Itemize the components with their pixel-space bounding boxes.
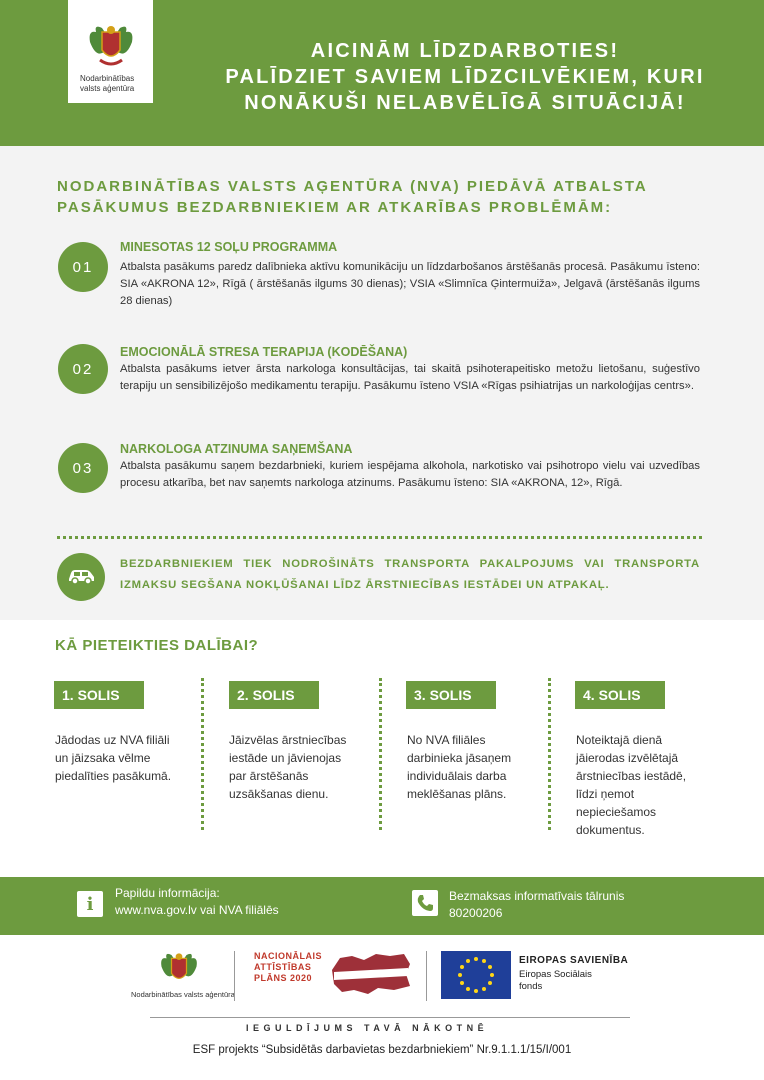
- step-text: Noteiktajā dienā jāierodas izvēlētajā ārstniecības iestādē, līdzi ņemot nepieciešamos dokumentus.: [576, 733, 687, 837]
- latvia-map-icon: [330, 950, 412, 998]
- info-link[interactable]: www.nva.gov.lv vai NVA filiālēs: [115, 903, 279, 917]
- phone-block: [449, 888, 624, 922]
- eu-sub-line: fonds: [519, 981, 543, 992]
- item-description: Atbalsta pasākums paredz dalībnieka aktīvu komunikāciju un līdzdarbošanos ārstēšanās procesā. Pasākumu īsteno: SIA «AKRONA 12», Rīgā ( ārstēšanās ilgums 30 dienas); VSIA «Slimnīca Ģintermuiža», Jelgavā (ārstēšanās ilgums 28 dienas): [120, 261, 700, 307]
- title-line-1: AICINĀM LĪDZDARBOTIES!: [310, 40, 620, 62]
- dotted-divider: [57, 536, 702, 539]
- item-title: EMOCIONĀLĀ STRESA TERAPIJA (KODĒŠANA): [120, 345, 408, 359]
- esf-project-text: ESF projekts “Subsidētās darbavietas bezdarbniekiem” Nr.9.1.1.1/15/I/001: [192, 1044, 572, 1056]
- item-description: Atbalsta pasākums ietver ārsta narkologa konsultācijas, tai skaitā psihoterapeitisko metožu lietošanu, suģestīvo terapiju un sensibilizējošo medikamentu terapiju. Pasākumu īsteno VSIA «Rīgas psihiatrijas un narkoloģijas centrs».: [120, 363, 700, 392]
- step-divider: [379, 678, 382, 830]
- step-text: No NVA filiāles darbinieka jāsaņem individuālais darba meklēšanas plāns.: [407, 733, 512, 801]
- header-banner: [0, 0, 764, 146]
- item-title: NARKOLOGA ATZINUMA SAŅEMŠANA: [120, 442, 353, 456]
- info-block: [115, 885, 279, 919]
- page-title: [170, 38, 760, 116]
- intro-heading: [57, 176, 717, 218]
- step-text: Jāizvēlas ārstniecības iestāde un jāvienojas par ārstēšanās uzsākšanas dienu.: [229, 733, 347, 801]
- logo-separator: [426, 951, 427, 1001]
- title-line-3: NONĀKUŠI NELABVĒLĪGĀ SITUĀCIJĀ!: [244, 92, 686, 114]
- agency-logo-text: Nodarbinātības valsts aģentūra: [80, 74, 135, 93]
- eu-title: EIROPAS SAVIENĪBA: [519, 955, 629, 966]
- info-icon: i: [77, 891, 103, 917]
- phone-number[interactable]: 80200206: [449, 906, 503, 920]
- step-divider: [201, 678, 204, 830]
- slogan: IEGULDĪJUMS TAVĀ NĀKOTNĒ: [246, 1023, 489, 1033]
- step-divider: [548, 678, 551, 830]
- item-number-badge: 02: [58, 344, 108, 394]
- how-to-title: KĀ PIETEIKTIES DALĪBAI?: [55, 637, 259, 654]
- car-icon-badge: [57, 553, 105, 601]
- intro-line-2: PASĀKUMUS BEZDARBNIEKIEM AR ATKARĪBAS PROBLĒMĀM:: [57, 199, 613, 216]
- agency-logo: [68, 0, 153, 103]
- eu-sub-line: Eiropas Sociālais: [519, 969, 592, 980]
- nap-line: ATTĪSTĪBAS: [254, 962, 312, 972]
- step-badge: 3. SOLIS: [406, 681, 496, 709]
- coat-of-arms-icon: [86, 22, 136, 70]
- step-badge: 2. SOLIS: [229, 681, 319, 709]
- item-number-badge: 01: [58, 242, 108, 292]
- phone-icon: [412, 890, 438, 916]
- step-text: Jādodas uz NVA filiāli un jāizsaka vēlme piedalīties pasākumā.: [55, 733, 172, 783]
- nap-logo-text: [254, 951, 322, 984]
- item-description: Atbalsta pasākumu saņem bezdarbnieki, kuriem iespējama alkohola, narkotisko vai psihotropo vielu vai uzvedības procesu atkarība, bet nav saņemts narkologa atzinums. Pasākumu īsteno: SIA «AKRONA, 12», Rīgā.: [120, 460, 700, 489]
- coat-of-arms-icon: [158, 950, 200, 990]
- step-badge: 1. SOLIS: [54, 681, 144, 709]
- nap-line: NACIONĀLAIS: [254, 951, 322, 961]
- logo-separator: [234, 951, 235, 1001]
- transport-notice: BEZDARBNIEKIEM TIEK NODROŠINĀTS TRANSPORTA PAKALPOJUMS VAI TRANSPORTA IZMAKSU SEGŠANA NOKĻŪŠANAI LĪDZ ĀRSTNIECĪBAS IESTĀDEI UN ATPAKAĻ.: [120, 558, 700, 591]
- title-line-2: PALĪDZIET SAVIEM LĪDZCILVĒKIEM, KURI: [225, 66, 705, 88]
- info-label: Papildu informācija:: [115, 886, 220, 900]
- eu-subtitle: [519, 969, 592, 993]
- item-title: MINESOTAS 12 SOĻU PROGRAMMA: [120, 240, 338, 254]
- nap-line: PLĀNS 2020: [254, 973, 313, 983]
- eu-flag-icon: [441, 951, 511, 999]
- intro-line-1: NODARBINĀTĪBAS VALSTS AĢENTŪRA (NVA) PIEDĀVĀ ATBALSTA: [57, 178, 648, 195]
- phone-label: Bezmaksas informatīvais tālrunis: [449, 889, 625, 903]
- item-number-badge: 03: [58, 443, 108, 493]
- step-badge: 4. SOLIS: [575, 681, 665, 709]
- car-icon: [66, 565, 96, 587]
- footer-agency-text: Nodarbinātības valsts aģentūra: [131, 990, 235, 999]
- footer-rule: [150, 1017, 630, 1018]
